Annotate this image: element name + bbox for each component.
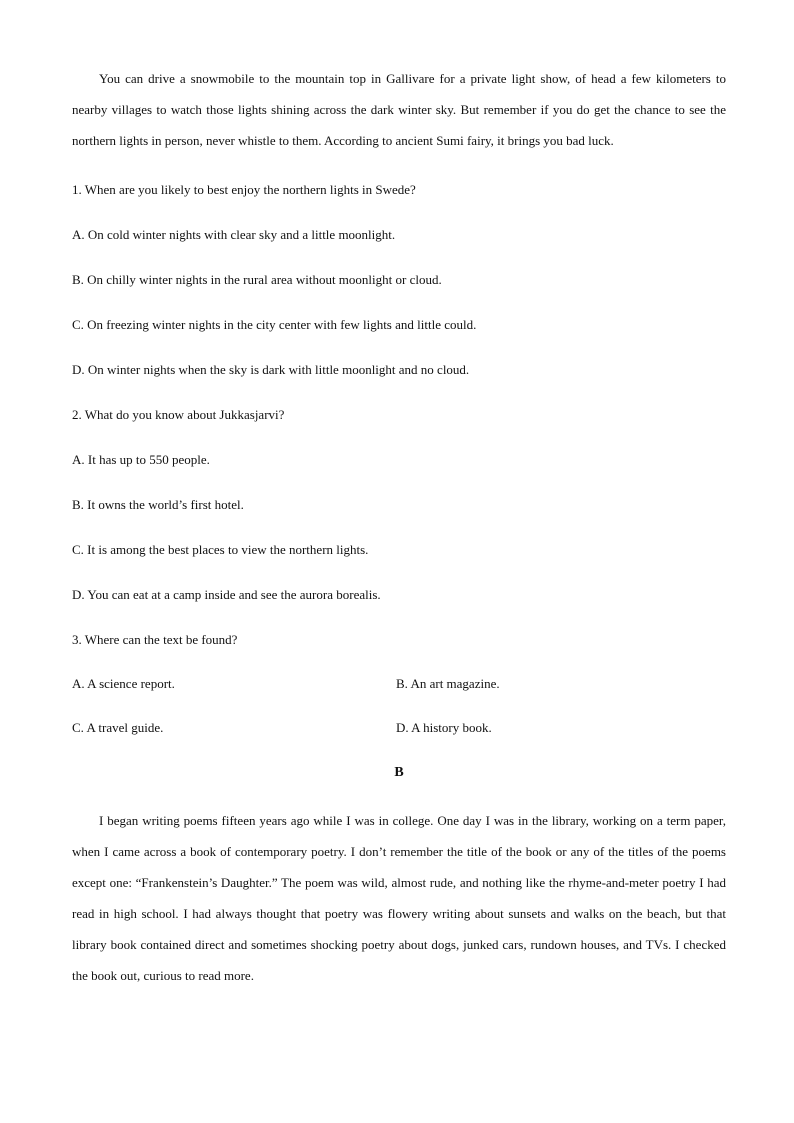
question-1-option-b: B. On chilly winter nights in the rural area without moonlight or cloud. xyxy=(72,272,442,287)
question-2-stem: 2. What do you know about Jukkasjarvi? xyxy=(72,407,285,422)
question-3-option-c: C. A travel guide. xyxy=(72,720,164,735)
question-3-option-a: A. A science report. xyxy=(72,676,175,691)
question-3-option-b: B. An art magazine. xyxy=(396,676,500,691)
question-3-stem: 3. Where can the text be found? xyxy=(72,632,238,647)
question-2-option-d: D. You can eat at a camp inside and see the aurora borealis. xyxy=(72,587,381,602)
question-2-option-b: B. It owns the world’s first hotel. xyxy=(72,497,244,512)
passage-a-paragraph: You can drive a snowmobile to the mountain top in Gallivare for a private light show, of head a few kilometers to nearby villages to watch those lights shining across the dark winter sky. But remember if you do get the chance to see the northern lights in person, never whistle to them. According to ancient Sumi fairy, it brings you bad luck. xyxy=(72,71,726,148)
passage-b-paragraph: I began writing poems fifteen years ago while I was in college. One day I was in the library, working on a term paper, when I came across a book of contemporary poetry. I don’t remember the title of the book or any of the titles of the poems except one: “Frankenstein’s Daughter.” The poem was wild, almost rude, and nothing like the rhyme-and-meter poetry I had read in high school. I had always thought that poetry was flowery writing about sunsets and walks on the beach, but that library book contained direct and sometimes shocking poetry about dogs, junked cars, rundown houses, and TVs. I checked the book out, curious to read more. xyxy=(72,813,726,983)
question-3-options-row-2 xyxy=(72,718,726,738)
document-page xyxy=(72,63,726,991)
question-2-option-c: C. It is among the best places to view the northern lights. xyxy=(72,542,369,557)
question-1-stem: 1. When are you likely to best enjoy the northern lights in Swede? xyxy=(72,182,416,197)
question-1-option-d: D. On winter nights when the sky is dark with little moonlight and no cloud. xyxy=(72,362,470,377)
question-1-option-a: A. On cold winter nights with clear sky and a little moonlight. xyxy=(72,227,396,242)
section-b-title: B xyxy=(394,765,404,780)
question-3-option-d: D. A history book. xyxy=(396,720,492,735)
question-3-options-row-1 xyxy=(72,674,726,694)
question-1-option-c: C. On freezing winter nights in the city center with few lights and little could. xyxy=(72,317,477,332)
question-2-option-a: A. It has up to 550 people. xyxy=(72,452,210,467)
